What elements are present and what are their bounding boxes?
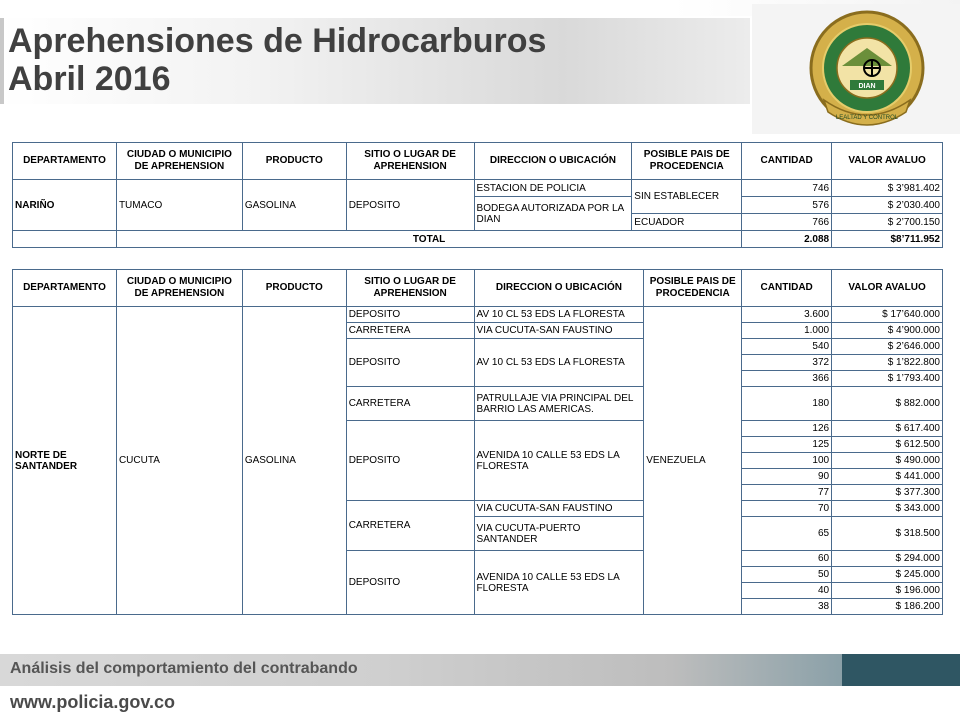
cell-cantidad: 180 bbox=[742, 387, 832, 421]
cell-valor: $ 1’822.800 bbox=[832, 355, 943, 371]
cell-sitio: CARRETERA bbox=[346, 323, 474, 339]
cell-valor: $ 17’640.000 bbox=[832, 307, 943, 323]
cell-cantidad: 125 bbox=[742, 437, 832, 453]
header-direccion: DIRECCION O UBICACIÓN bbox=[474, 270, 644, 307]
header-ciudad: CIUDAD O MUNICIPIO DE APREHENSION bbox=[116, 270, 242, 307]
cell-valor: $ 441.000 bbox=[832, 469, 943, 485]
header-direccion: DIRECCION O UBICACIÓN bbox=[474, 143, 632, 180]
header-sitio: SITIO O LUGAR DE APREHENSION bbox=[346, 270, 474, 307]
table-narino bbox=[12, 142, 943, 248]
cell-cantidad: 90 bbox=[742, 469, 832, 485]
header-producto: PRODUCTO bbox=[242, 270, 346, 307]
header-pais: POSIBLE PAIS DE PROCEDENCIA bbox=[644, 270, 742, 307]
cell-cantidad: 100 bbox=[742, 453, 832, 469]
cell-valor: $ 617.400 bbox=[832, 421, 943, 437]
cell-sitio: CARRETERA bbox=[346, 501, 474, 551]
table-row bbox=[13, 180, 943, 197]
total-row bbox=[13, 231, 943, 248]
cell-cantidad: 746 bbox=[742, 180, 832, 197]
footer-text: Análisis del comportamiento del contrabando bbox=[10, 660, 358, 677]
cell-sitio: CARRETERA bbox=[346, 387, 474, 421]
total-valor: $8’711.952 bbox=[832, 231, 943, 248]
cell-direccion: BODEGA AUTORIZADA POR LA DIAN bbox=[474, 197, 632, 231]
cell-valor: $ 343.000 bbox=[832, 501, 943, 517]
cell-cantidad: 50 bbox=[742, 567, 832, 583]
cell-cantidad: 3.600 bbox=[742, 307, 832, 323]
seal-ribbon-text: LEALTAD Y CONTROL bbox=[835, 115, 899, 121]
cell-sitio: DEPOSITO bbox=[346, 307, 474, 323]
cell-direccion: PATRULLAJE VIA PRINCIPAL DEL BARRIO LAS AMERICAS. bbox=[474, 387, 644, 421]
header-departamento: DEPARTAMENTO bbox=[13, 143, 117, 180]
table-norte-de-santander bbox=[12, 269, 943, 615]
cell-cantidad: 77 bbox=[742, 485, 832, 501]
header-valor: VALOR AVALUO bbox=[832, 143, 943, 180]
header-cantidad: CANTIDAD bbox=[742, 270, 832, 307]
header-pais: POSIBLE PAIS DE PROCEDENCIA bbox=[632, 143, 742, 180]
cell-cantidad: 1.000 bbox=[742, 323, 832, 339]
cell-valor: $ 196.000 bbox=[832, 583, 943, 599]
cell-valor: $ 318.500 bbox=[832, 517, 943, 551]
cell-sitio: DEPOSITO bbox=[346, 551, 474, 615]
cell-cantidad: 366 bbox=[742, 371, 832, 387]
header-ciudad: CIUDAD O MUNICIPIO DE APREHENSION bbox=[116, 143, 242, 180]
police-seal-logo bbox=[802, 8, 932, 136]
total-label: TOTAL bbox=[116, 231, 741, 248]
cell-cantidad: 372 bbox=[742, 355, 832, 371]
cell-cantidad: 126 bbox=[742, 421, 832, 437]
cell-ciudad: TUMACO bbox=[116, 180, 242, 231]
cell-valor: $ 2’700.150 bbox=[832, 214, 943, 231]
table-row bbox=[13, 307, 943, 323]
cell-valor: $ 882.000 bbox=[832, 387, 943, 421]
cell-direccion: VIA CUCUTA-SAN FAUSTINO bbox=[474, 501, 644, 517]
title-line-2: Abril 2016 bbox=[8, 60, 171, 98]
seal-center-text: DIAN bbox=[858, 83, 876, 90]
cell-producto: GASOLINA bbox=[242, 180, 346, 231]
cell-valor: $ 4’900.000 bbox=[832, 323, 943, 339]
cell-direccion: VIA CUCUTA-SAN FAUSTINO bbox=[474, 323, 644, 339]
cell-cantidad: 576 bbox=[742, 197, 832, 214]
cell-cantidad: 70 bbox=[742, 501, 832, 517]
header-cantidad: CANTIDAD bbox=[742, 143, 832, 180]
cell-valor: $ 245.000 bbox=[832, 567, 943, 583]
cell-ciudad: CUCUTA bbox=[116, 307, 242, 615]
header-departamento: DEPARTAMENTO bbox=[13, 270, 117, 307]
cell-cantidad: 540 bbox=[742, 339, 832, 355]
header-producto: PRODUCTO bbox=[242, 143, 346, 180]
cell-sitio: DEPOSITO bbox=[346, 339, 474, 387]
logo-area bbox=[752, 4, 960, 134]
cell-direccion: ESTACION DE POLICIA bbox=[474, 180, 632, 197]
cell-valor: $ 294.000 bbox=[832, 551, 943, 567]
cell-direccion: AV 10 CL 53 EDS LA FLORESTA bbox=[474, 307, 644, 323]
header-sitio: SITIO O LUGAR DE APREHENSION bbox=[346, 143, 474, 180]
cell-direccion: AVENIDA 10 CALLE 53 EDS LA FLORESTA bbox=[474, 421, 644, 501]
cell-valor: $ 3’981.402 bbox=[832, 180, 943, 197]
cell-cantidad: 38 bbox=[742, 599, 832, 615]
cell-pais: SIN ESTABLECER bbox=[632, 180, 742, 214]
cell-valor: $ 2’030.400 bbox=[832, 197, 943, 214]
cell-direccion: AVENIDA 10 CALLE 53 EDS LA FLORESTA bbox=[474, 551, 644, 615]
cell-pais: ECUADOR bbox=[632, 214, 742, 231]
cell-sitio: DEPOSITO bbox=[346, 421, 474, 501]
cell-valor: $ 490.000 bbox=[832, 453, 943, 469]
cell-cantidad: 766 bbox=[742, 214, 832, 231]
cell-cantidad: 65 bbox=[742, 517, 832, 551]
cell-valor: $ 612.500 bbox=[832, 437, 943, 453]
cell-pais: VENEZUELA bbox=[644, 307, 742, 615]
footer-accent bbox=[842, 654, 960, 686]
cell-direccion: AV 10 CL 53 EDS LA FLORESTA bbox=[474, 339, 644, 387]
cell-sitio: DEPOSITO bbox=[346, 180, 474, 231]
header-valor: VALOR AVALUO bbox=[832, 270, 943, 307]
cell-producto: GASOLINA bbox=[242, 307, 346, 615]
cell-valor: $ 1’793.400 bbox=[832, 371, 943, 387]
cell-departamento: NORTE DE SANTANDER bbox=[13, 307, 117, 615]
cell-cantidad: 60 bbox=[742, 551, 832, 567]
total-cantidad: 2.088 bbox=[742, 231, 832, 248]
cell-direccion: VIA CUCUTA-PUERTO SANTANDER bbox=[474, 517, 644, 551]
cell-valor: $ 2’646.000 bbox=[832, 339, 943, 355]
cell-valor: $ 186.200 bbox=[832, 599, 943, 615]
website-link[interactable]: www.policia.gov.co bbox=[10, 692, 176, 712]
title-line-1: Aprehensiones de Hidrocarburos bbox=[8, 22, 547, 60]
cell-departamento: NARIÑO bbox=[13, 180, 117, 231]
cell-valor: $ 377.300 bbox=[832, 485, 943, 501]
title-accent-bar bbox=[0, 18, 4, 104]
cell-cantidad: 40 bbox=[742, 583, 832, 599]
slide-title bbox=[8, 22, 546, 98]
